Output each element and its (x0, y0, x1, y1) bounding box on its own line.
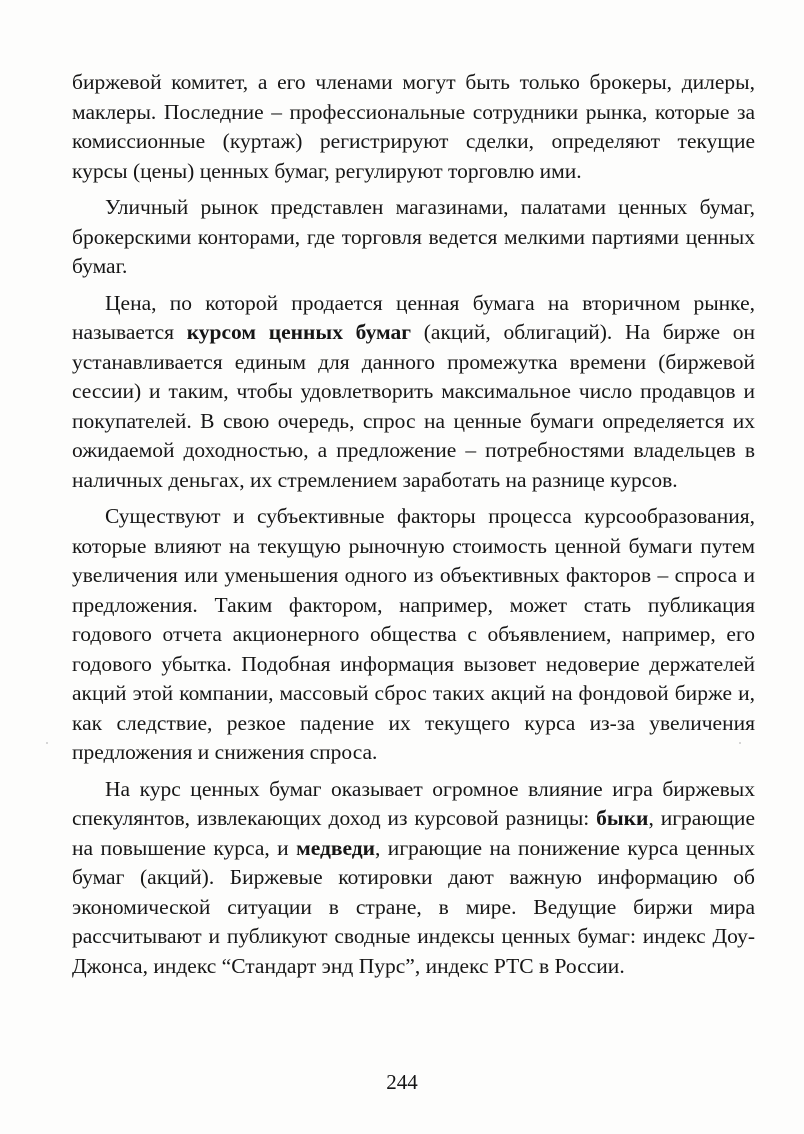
paragraph-text: Уличный рынок представлен магазинами, палатами ценных бумаг, брокерскими конторами, где торговля ведется мелкими партиями ценных бумаг. (72, 195, 755, 278)
scan-speck (46, 742, 48, 744)
paragraph-text: биржевой комитет, а его членами могут быть только брокеры, дилеры, маклеры. Последние – профессиональные сотрудники рынка, которые за комиссионные (куртаж) регистрируют сделки, определяют текущие курсы (цены) ценных бумаг, регулируют торговлю ими. (72, 70, 755, 183)
paragraph-text: Существуют и субъективные факторы процесса курсообразования, которые влияют на текущую рыночную стоимость ценной бумаги путем увеличения или уменьшения одного из объективных факторов – спроса и предложения. Таким фактором, например, может стать публикация годового отчета акционерного общества с объявлением, например, его годового убытка. Подобная информация вызовет недоверие держателей акций этой компании, массовый сброс таких акций на фондовой бирже и, как следствие, резкое падение их текущего курса из-за увеличения предложения и снижения спроса. (72, 504, 755, 764)
paragraph-street-market (72, 193, 755, 282)
term-securities-rate: курсом ценных бумаг (186, 320, 412, 344)
paragraph-text-before: Цена, по которой продается ценная бумага на вторичном рынке, называется (72, 290, 755, 344)
term-bulls: быки (596, 806, 649, 830)
paragraph-exchange-committee (72, 68, 755, 186)
body-text (72, 68, 755, 988)
paragraph-speculators (72, 775, 755, 982)
paragraph-subjective-factors (72, 502, 755, 768)
page-number: 244 (386, 1070, 418, 1094)
scan-speck (739, 742, 741, 744)
paragraph-securities-rate (72, 289, 755, 496)
term-bears: медведи (296, 835, 376, 860)
paragraph-text-middle: , играющие на повышение курса, и (72, 806, 755, 860)
paragraph-text-after: , играющие на понижение курса ценных бумаг (акций). Биржевые котировки дают важную информацию об экономической ситуации в стране, в мире. Ведущие биржи мира рассчитывают и публикуют сводные индексы ценных бумаг: индекс Доу-Джонса, индекс “Стандарт энд Пурс”, индекс РТС в России. (72, 835, 755, 978)
paragraph-text-before: На курс ценных бумаг оказывает огромное влияние игра биржевых спекулянтов, извлекающих доход из курсовой разницы: (72, 776, 755, 830)
paragraph-text-after: (акций, облигаций). На бирже он устанавливается единым для данного промежутка времени (биржевой сессии) и таким, чтобы удовлетворить максимальное число продавцов и покупателей. В свою очередь, спрос на ценные бумаги определяется их ожидаемой доходностью, а предложение – потребностями владельцев в наличных деньгах, их стремлением заработать на разнице курсов. (72, 320, 755, 492)
